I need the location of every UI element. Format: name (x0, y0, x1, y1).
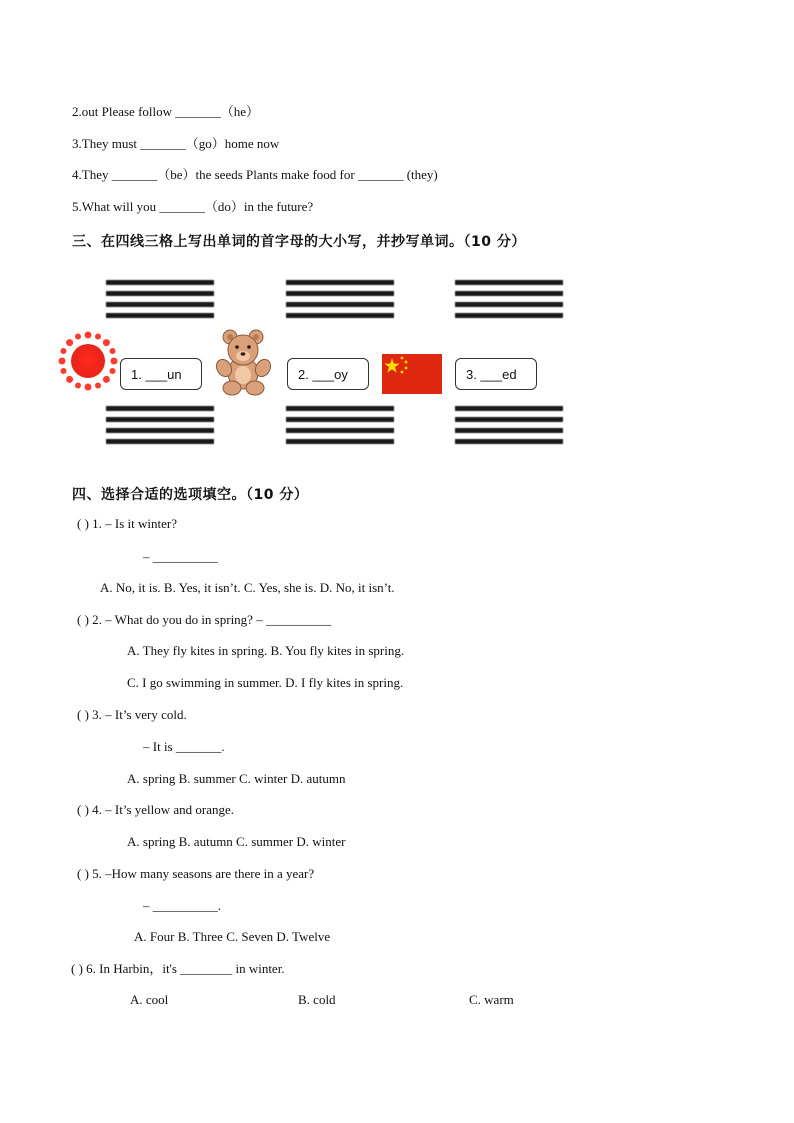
word-red-blank: 3. ___ed (466, 367, 517, 382)
teddy-bear-icon (212, 328, 274, 396)
q3-answer-blank: – It is _______. (143, 739, 225, 754)
q2-options-ab: A. They fly kites in spring. B. You fly kites in spring. (127, 643, 405, 658)
section3-heading: 三、在四线三格上写出单词的首字母的大小写，并抄写单词。（10 分） (72, 234, 526, 250)
writing-lines-top-3 (455, 280, 563, 324)
writing-lines-bottom-1 (106, 406, 214, 450)
q3-options: A. spring B. summer C. winter D. autumn (127, 771, 346, 786)
q4-question: ( ) 4. – It’s yellow and orange. (77, 802, 235, 817)
word-sun-blank: 1. ___un (131, 367, 182, 382)
q2-question: ( ) 2. – What do you do in spring? – __________ (77, 612, 331, 627)
q1-options: A. No, it is. B. Yes, it isn’t. C. Yes, she is. D. No, it isn’t. (100, 580, 395, 595)
item-4: 4.They _______（be）the seeds Plants make food for _______ (they) (72, 167, 438, 182)
q1-answer-blank: – __________ (143, 549, 218, 564)
q5-answer-blank: – __________. (143, 898, 221, 913)
writing-lines-bottom-2 (286, 406, 394, 450)
q4-options: A. spring B. autumn C. summer D. winter (127, 834, 346, 849)
q1-question: ( ) 1. – Is it winter? (77, 516, 178, 531)
q6-option-a: A. cool (130, 992, 169, 1007)
word-box-1 (120, 358, 202, 390)
writing-lines-bottom-3 (455, 406, 563, 450)
word-box-2 (287, 358, 369, 390)
section4-heading: 四、选择合适的选项填空。（10 分） (72, 487, 309, 503)
word-box-3 (455, 358, 537, 390)
q5-question: ( ) 5. –How many seasons are there in a year? (77, 866, 315, 881)
china-flag-icon (382, 354, 442, 394)
q3-question: ( ) 3. – It’s very cold. (77, 707, 187, 722)
q6-question: ( ) 6. In Harbin，it's ________ in winter. (71, 961, 285, 976)
item-5: 5.What will you _______（do）in the future? (72, 199, 314, 214)
item-2: 2.out Please follow _______（he） (72, 104, 260, 119)
item-3: 3.They must _______（go）home now (72, 136, 280, 151)
q6-option-b: B. cold (298, 992, 336, 1007)
q5-options: A. Four B. Three C. Seven D. Twelve (134, 929, 331, 944)
writing-lines-top-1 (106, 280, 214, 324)
word-boy-blank: 2. ___oy (298, 367, 348, 382)
writing-lines-top-2 (286, 280, 394, 324)
sun-icon (58, 331, 118, 391)
q6-option-c: C. warm (469, 992, 514, 1007)
q2-options-cd: C. I go swimming in summer. D. I fly kites in spring. (127, 675, 404, 690)
